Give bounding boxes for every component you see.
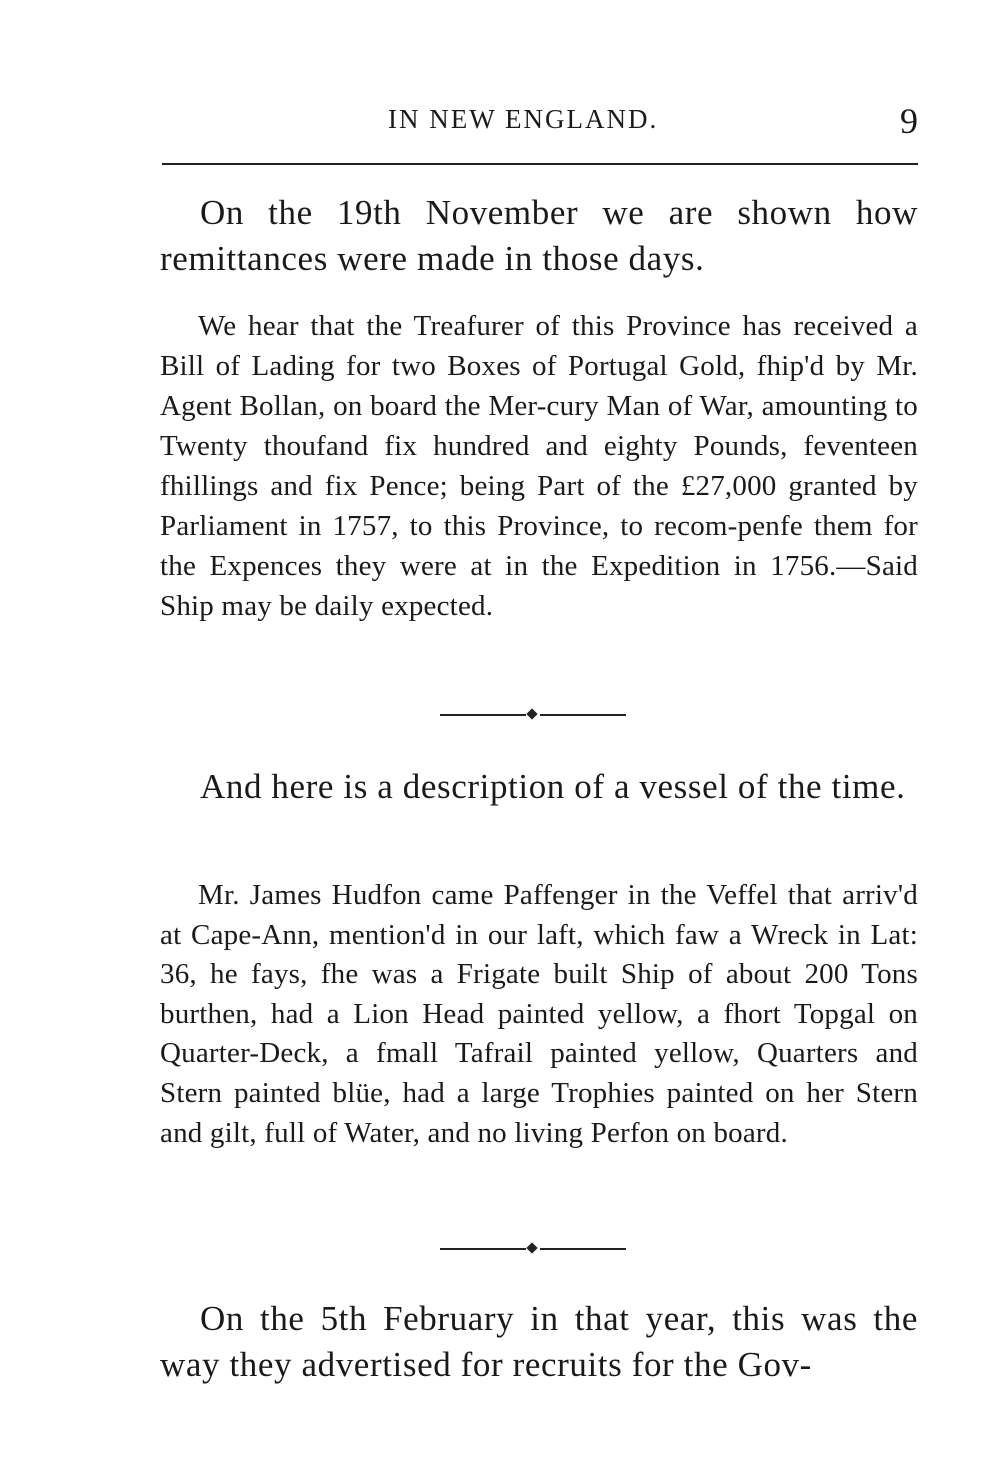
section-2-intro: And here is a description of a vessel of the time. xyxy=(200,767,906,806)
section-divider-ornament xyxy=(440,709,626,721)
page-number: 9 xyxy=(900,101,918,141)
running-head xyxy=(160,101,920,144)
running-title: IN NEW ENGLAND. xyxy=(388,104,659,134)
diamond-ornament-icon xyxy=(526,1242,537,1253)
section-3-intro: On the 5th February in that year, this was the way they advertised for recruits for the Gov- xyxy=(160,1299,918,1384)
section-1-quote: We hear that the Treafurer of this Province has received a Bill of Lading for two Boxes of Portugal Gold, fhip'd by Mr. Agent Bollan, on board the Mer-cury Man of War, amounting to Twenty thoufand fix hundred and eighty Pounds, feventeen fhillings and fix Pence; being Part of the £27,000 granted by Parliament in 1757, to this Province, to recom-penfe them for the Expences they were at in the Expedition in 1756.—Said Ship may be daily expected. xyxy=(160,310,918,622)
section-1-intro: On the 19th November we are shown how remittances were made in those days. xyxy=(160,193,918,278)
header-rule xyxy=(162,163,918,165)
section-divider-ornament xyxy=(440,1243,626,1255)
diamond-ornament-icon xyxy=(526,708,537,719)
section-2-quote: Mr. James Hudfon came Paffenger in the Veffel that arriv'd at Cape-Ann, mention'd in our laft, which faw a Wreck in Lat: 36, he fays, fhe was a Frigate built Ship of about 200 Tons burthen, had a Lion Head painted yellow, a fhort Topgal on Quarter-Deck, a fmall Tafrail painted yellow, Quarters and Stern painted blüe, had a large Trophies painted on her Stern and gilt, full of Water, and no living Perfon on board. xyxy=(160,879,918,1149)
